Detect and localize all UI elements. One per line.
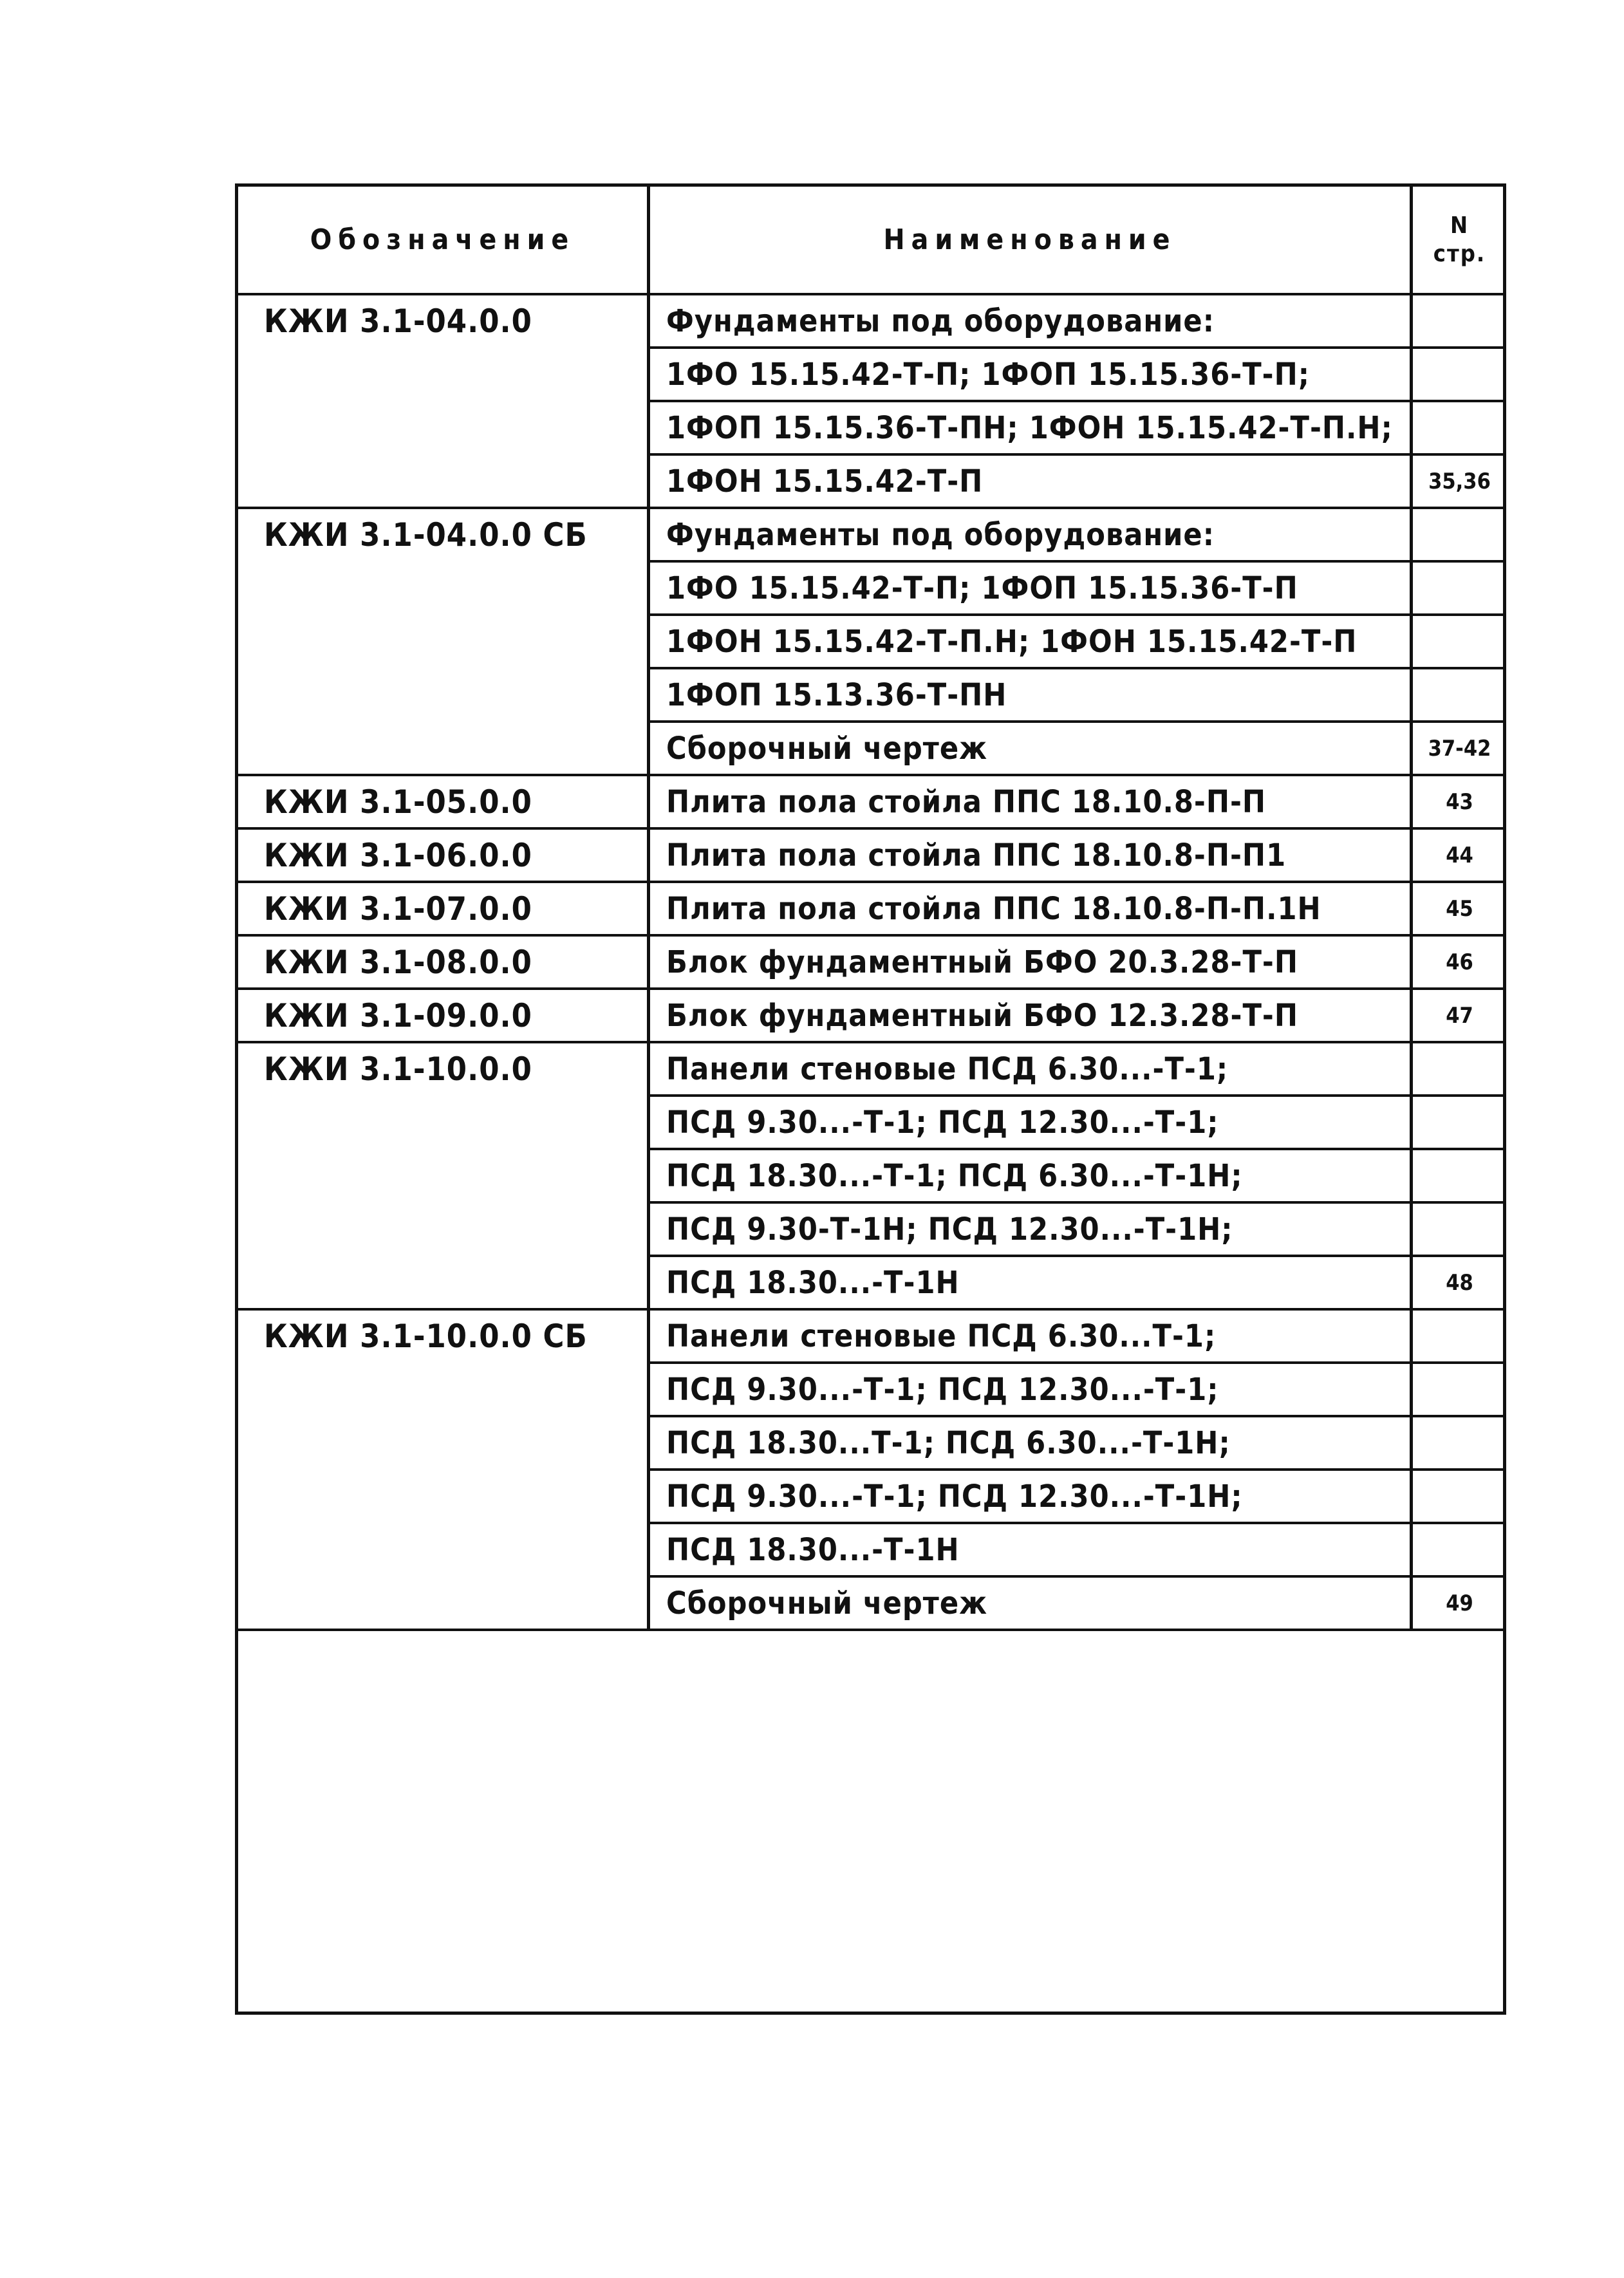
page-cell (1413, 1150, 1506, 1201)
row-rule (647, 667, 1503, 669)
page-cell (1413, 563, 1506, 613)
row-rule (647, 1522, 1503, 1524)
designation-cell (264, 1417, 644, 1468)
name-cell: ПСД 18.30...Т-1; ПСД 6.30...-Т-1Н; (666, 1424, 1231, 1461)
name-cell: Плита пола стойла ППС 18.10.8-П-П (666, 783, 1267, 820)
name-cell: Панели стеновые ПСД 6.30...-Т-1; (666, 1050, 1229, 1087)
row-rule (238, 774, 1503, 776)
designation-cell (264, 402, 644, 453)
page-cell: 45 (1446, 895, 1473, 922)
page-cell (1413, 295, 1506, 346)
designation-cell: КЖИ 3.1-10.0.0 СБ (264, 1317, 588, 1355)
row-rule (647, 560, 1503, 563)
name-cell: ПСД 9.30...-Т-1; ПСД 12.30...-Т-1Н; (666, 1478, 1243, 1515)
designation-cell (264, 669, 644, 720)
designation-cell (264, 456, 644, 507)
page-cell (1413, 1204, 1506, 1255)
designation-cell (264, 1524, 644, 1575)
name-cell: Плита пола стойла ППС 18.10.8-П-П.1Н (666, 890, 1321, 927)
row-rule (238, 934, 1503, 937)
page-cell: 43 (1446, 789, 1473, 815)
row-rule (647, 1255, 1503, 1257)
designation-cell (264, 1150, 644, 1201)
page-cell (1413, 616, 1506, 667)
row-rule (647, 1415, 1503, 1417)
name-cell: ПСД 9.30...-Т-1; ПСД 12.30...-Т-1; (666, 1371, 1219, 1408)
page-cell (1413, 1097, 1506, 1148)
page-cell (1413, 1471, 1506, 1522)
designation-cell: КЖИ 3.1-08.0.0 (264, 943, 532, 981)
designation-cell: КЖИ 3.1-04.0.0 (264, 302, 532, 340)
page-cell (1413, 402, 1506, 453)
name-cell: ПСД 18.30...-Т-1; ПСД 6.30...-Т-1Н; (666, 1157, 1243, 1194)
row-rule (238, 827, 1503, 830)
designation-cell (264, 1257, 644, 1308)
name-cell: Сборочный чертеж (666, 730, 988, 767)
page-cell: 37-42 (1428, 735, 1491, 761)
name-cell: Фундаменты под оборудование: (666, 303, 1215, 339)
page-cell (1413, 1364, 1506, 1415)
row-rule (647, 720, 1503, 723)
designation-cell: КЖИ 3.1-10.0.0 (264, 1050, 532, 1088)
page-cell: 46 (1446, 949, 1473, 975)
name-cell: 1ФО 15.15.42-Т-П; 1ФОП 15.15.36-Т-П (666, 570, 1298, 606)
name-cell: 1ФО 15.15.42-Т-П; 1ФОП 15.15.36-Т-П; (666, 356, 1311, 393)
designation-cell (264, 1097, 644, 1148)
designation-cell: КЖИ 3.1-05.0.0 (264, 783, 532, 821)
page-cell: 35,36 (1428, 468, 1491, 494)
row-rule (238, 1629, 1503, 1631)
row-rule (647, 1094, 1503, 1097)
designation-cell: КЖИ 3.1-07.0.0 (264, 890, 532, 928)
designation-cell (264, 1204, 644, 1255)
designation-cell (264, 1471, 644, 1522)
row-rule (647, 453, 1503, 456)
designation-cell (264, 349, 644, 400)
name-cell: Сборочный чертеж (666, 1585, 988, 1621)
page-cell (1413, 1524, 1506, 1575)
name-cell: 1ФОП 15.15.36-Т-ПН; 1ФОН 15.15.42-Т-П.Н; (666, 409, 1393, 446)
row-rule (238, 987, 1503, 990)
page-cell: 44 (1446, 842, 1473, 868)
header-page (1413, 187, 1506, 293)
designation-cell (264, 1578, 644, 1629)
page-cell (1413, 509, 1506, 560)
row-rule (238, 1308, 1503, 1311)
row-rule (238, 881, 1503, 883)
header-designation: Обозначение (310, 223, 575, 256)
row-rule (647, 1201, 1503, 1204)
page-cell (1413, 669, 1506, 720)
header-name: Наименование (883, 223, 1177, 256)
header-page-abbr: стр. (1433, 240, 1486, 267)
row-rule (647, 346, 1503, 349)
name-cell: 1ФОН 15.15.42-Т-П.Н; 1ФОН 15.15.42-Т-П (666, 623, 1358, 660)
name-cell: Блок фундаментный БФО 12.3.28-Т-П (666, 997, 1298, 1034)
header-bottom-rule (238, 293, 1503, 295)
name-cell: ПСД 18.30...-Т-1Н (666, 1531, 960, 1568)
designation-cell (264, 563, 644, 613)
name-cell: ПСД 9.30-Т-1Н; ПСД 12.30...-Т-1Н; (666, 1211, 1233, 1247)
name-cell: 1ФОП 15.13.36-Т-ПН (666, 677, 1007, 713)
name-cell: Блок фундаментный БФО 20.3.28-Т-П (666, 944, 1298, 980)
name-cell: ПСД 18.30...-Т-1Н (666, 1264, 960, 1301)
drawing-sheet-frame (235, 183, 1506, 2015)
page-cell (1413, 1417, 1506, 1468)
row-rule (238, 507, 1503, 509)
name-cell: ПСД 9.30...-Т-1; ПСД 12.30...-Т-1; (666, 1104, 1219, 1141)
header-page-number-sign: N (1450, 212, 1470, 239)
row-rule (238, 1041, 1503, 1043)
designation-cell (264, 1364, 644, 1415)
page-cell: 49 (1446, 1590, 1473, 1616)
designation-cell: КЖИ 3.1-04.0.0 СБ (264, 516, 588, 554)
page-cell: 48 (1446, 1269, 1473, 1296)
row-rule (647, 613, 1503, 616)
name-cell: 1ФОН 15.15.42-Т-П (666, 463, 984, 499)
page-cell (1413, 1311, 1506, 1361)
row-rule (647, 1575, 1503, 1578)
designation-cell (264, 723, 644, 774)
designation-cell (264, 616, 644, 667)
page-cell (1413, 1043, 1506, 1094)
row-rule (647, 1148, 1503, 1150)
row-rule (647, 1361, 1503, 1364)
row-rule (647, 400, 1503, 402)
page-cell: 47 (1446, 1002, 1473, 1029)
designation-cell: КЖИ 3.1-09.0.0 (264, 996, 532, 1034)
designation-cell: КЖИ 3.1-06.0.0 (264, 836, 532, 874)
row-rule (647, 1468, 1503, 1471)
name-cell: Плита пола стойла ППС 18.10.8-П-П1 (666, 837, 1287, 873)
name-cell: Панели стеновые ПСД 6.30...Т-1; (666, 1318, 1217, 1354)
page-cell (1413, 349, 1506, 400)
name-cell: Фундаменты под оборудование: (666, 516, 1215, 553)
